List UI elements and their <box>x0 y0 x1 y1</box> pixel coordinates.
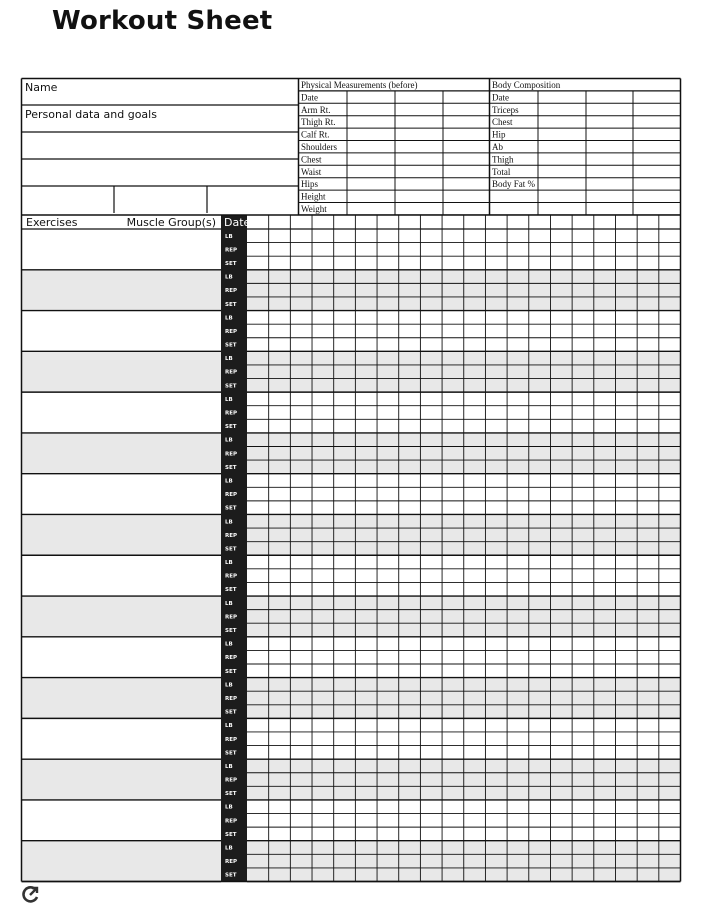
body-composition-row-label: Triceps <box>492 104 519 115</box>
row-type-label: SET <box>225 301 237 308</box>
body-composition-row-label: Total <box>492 166 511 177</box>
body-composition-row-label: Date <box>492 92 509 103</box>
row-type-label: REP <box>225 777 238 784</box>
measurement-row-label: Waist <box>301 166 322 177</box>
exercise-block-shade <box>22 678 222 719</box>
row-type-label: LB <box>225 519 233 526</box>
body-composition-row-label: Thigh <box>492 154 514 165</box>
row-type-label: LB <box>225 396 233 403</box>
exercise-block-shade <box>22 759 222 800</box>
date-header: Date <box>224 216 251 229</box>
row-type-label: LB <box>225 315 233 322</box>
physical-measurements-header: Physical Measurements (before) <box>301 80 418 90</box>
row-type-label: REP <box>225 328 238 335</box>
row-type-label: REP <box>225 451 238 458</box>
measurement-row-label: Height <box>301 191 326 202</box>
measurement-row-label: Arm Rt. <box>301 104 331 115</box>
row-type-label: REP <box>225 288 238 295</box>
row-type-label: SET <box>225 872 237 879</box>
row-type-label: SET <box>225 628 237 635</box>
body-composition-row-label: Chest <box>492 117 513 128</box>
measurement-row-label: Hips <box>301 179 319 190</box>
muscle-groups-header: Muscle Group(s) <box>126 216 216 229</box>
row-type-label: LB <box>225 600 233 607</box>
row-type-label: LB <box>225 763 233 770</box>
name-label: Name <box>25 81 58 94</box>
row-type-label: SET <box>225 831 237 838</box>
body-composition-row-label: Hip <box>492 129 506 140</box>
exercise-block-shade <box>22 351 222 392</box>
personal-goals-label: Personal data and goals <box>25 108 157 121</box>
row-type-label: REP <box>225 859 238 866</box>
row-type-label: REP <box>225 573 238 580</box>
row-type-label: LB <box>225 233 233 240</box>
row-type-label: LB <box>225 356 233 363</box>
row-type-label: REP <box>225 532 238 539</box>
row-type-label: REP <box>225 818 238 825</box>
row-type-label: LB <box>225 274 233 281</box>
row-type-label: REP <box>225 736 238 743</box>
measurement-row-label: Date <box>301 92 318 103</box>
row-type-label: LB <box>225 804 233 811</box>
row-type-label: LB <box>225 478 233 485</box>
row-type-label: SET <box>225 546 237 553</box>
body-composition-row-label: Ab <box>492 142 503 152</box>
row-type-label: SET <box>225 342 237 349</box>
measurement-row-label: Thigh Rt. <box>301 117 336 128</box>
measurement-row-label: Weight <box>301 204 327 214</box>
row-type-label: REP <box>225 655 238 662</box>
page-title: Workout Sheet <box>52 6 273 36</box>
row-type-label: SET <box>225 791 237 798</box>
row-type-label: SET <box>225 424 237 431</box>
row-type-label: REP <box>225 410 238 417</box>
row-type-label: SET <box>225 505 237 512</box>
measurement-row-label: Calf Rt. <box>301 129 330 140</box>
row-type-label: REP <box>225 492 238 499</box>
body-composition-row-label: Body Fat % <box>492 179 536 190</box>
exercise-block-shade <box>22 433 222 474</box>
exercise-block-shade <box>22 514 222 555</box>
row-type-label: LB <box>225 682 233 689</box>
row-type-label: SET <box>225 668 237 675</box>
vertex42-logo-icon <box>21 884 41 904</box>
row-type-label: SET <box>225 464 237 471</box>
row-type-label: SET <box>225 709 237 716</box>
row-type-label: SET <box>225 587 237 594</box>
row-type-label: REP <box>225 695 238 702</box>
measurement-row-label: Shoulders <box>301 142 337 152</box>
body-composition-header: Body Composition <box>492 80 561 90</box>
exercise-block-shade <box>22 270 222 311</box>
row-type-label: SET <box>225 750 237 757</box>
row-type-label: LB <box>225 560 233 567</box>
exercises-header: Exercises <box>26 216 78 229</box>
row-type-label: REP <box>225 247 238 254</box>
row-type-label: LB <box>225 437 233 444</box>
row-type-label: LB <box>225 723 233 730</box>
row-type-label: LB <box>225 641 233 648</box>
row-type-label: REP <box>225 369 238 376</box>
exercise-block-shade <box>22 596 222 637</box>
row-type-label: LB <box>225 845 233 852</box>
row-type-label: REP <box>225 614 238 621</box>
row-type-label: SET <box>225 260 237 267</box>
exercise-block-shade <box>22 841 222 882</box>
row-type-label: SET <box>225 383 237 390</box>
measurement-row-label: Chest <box>301 154 322 165</box>
